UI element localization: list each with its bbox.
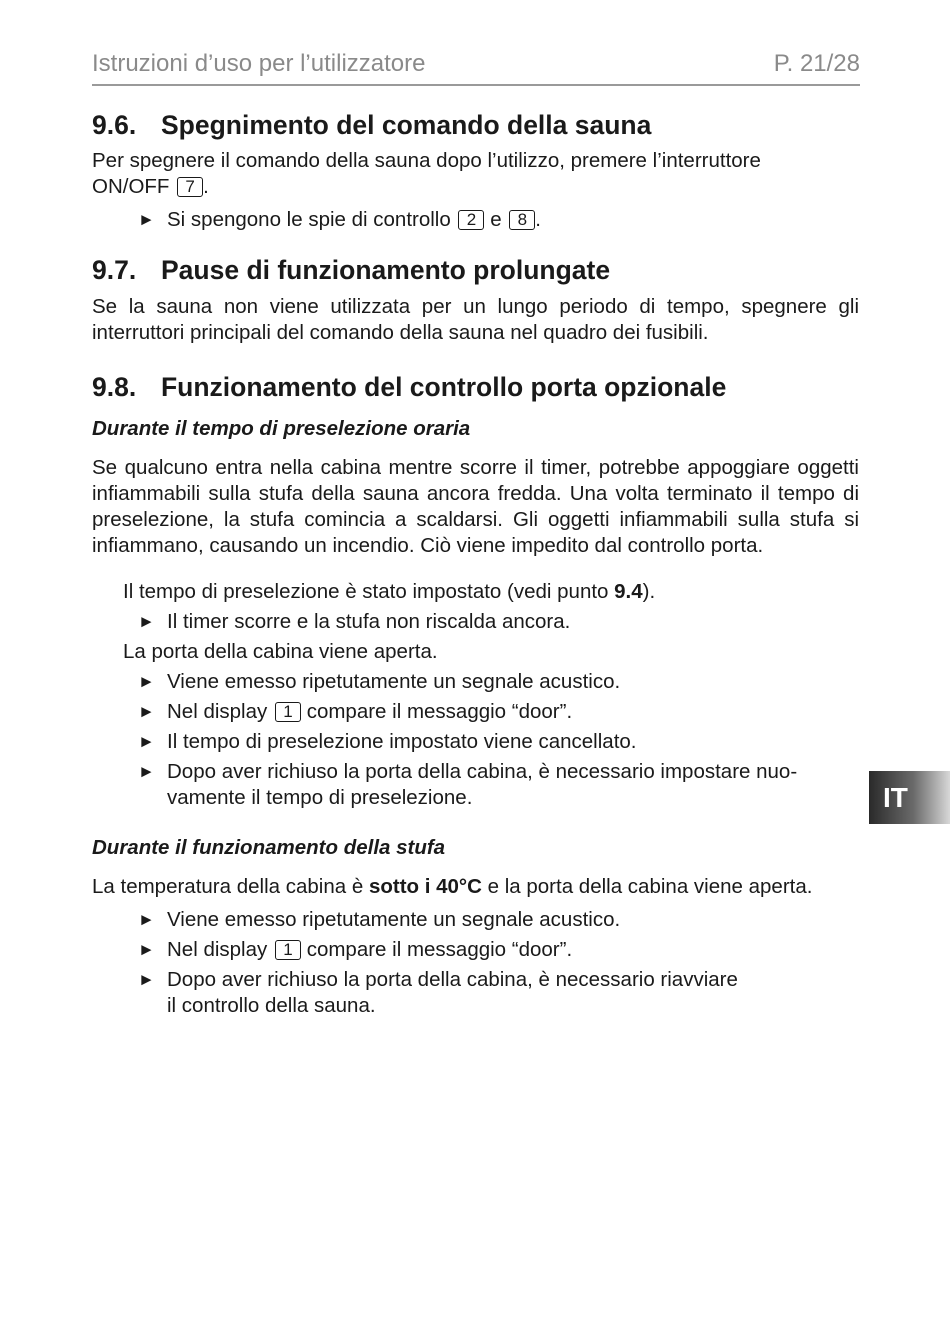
emphasis-text: sotto i 40°C bbox=[368, 875, 482, 898]
list-item bbox=[92, 669, 859, 695]
paragraph bbox=[92, 874, 859, 900]
bullet-arrow-icon: ► bbox=[138, 672, 155, 691]
list-item bbox=[92, 699, 859, 725]
list-item bbox=[92, 967, 859, 1019]
section-9-6-heading bbox=[92, 108, 859, 142]
reference-box: 8 bbox=[509, 210, 535, 230]
bullet-arrow-icon: ► bbox=[138, 940, 155, 959]
bullet-arrow-icon: ► bbox=[138, 210, 155, 229]
list-item bbox=[92, 207, 859, 233]
step-text: Il tempo di preselezione è stato impostato (vedi punto bbox=[123, 580, 615, 603]
bullet-arrow-icon: ► bbox=[138, 970, 155, 989]
section-9-7-heading bbox=[92, 253, 859, 287]
list-item-text: e bbox=[490, 208, 502, 231]
paragraph-text: ON/OFF bbox=[92, 175, 170, 198]
list-item-text: Dopo aver richiuso la porta della cabina, è necessario riavviare bbox=[167, 968, 738, 991]
paragraph-text: Per spegnere il comando della sauna dopo l’utilizzo, premere l’interruttore bbox=[92, 149, 761, 172]
bullet-arrow-icon: ► bbox=[138, 910, 155, 929]
section-number: 9.6. bbox=[92, 110, 137, 140]
list-item-text: Viene emesso ripetutamente un segnale acustico. bbox=[167, 670, 621, 693]
section-title: Funzionamento del controllo porta opzionale bbox=[161, 372, 727, 402]
list-item-text: Il tempo di preselezione impostato viene cancellato. bbox=[167, 730, 637, 753]
paragraph: Se la sauna non viene utilizzata per un lungo periodo di tempo, spegnere gli interruttori principali del comando della sauna nel quadro dei fusibili. bbox=[92, 295, 859, 344]
step: La porta della cabina viene aperta. bbox=[123, 640, 438, 663]
paragraph-text: . bbox=[203, 175, 209, 198]
page-header bbox=[92, 48, 860, 86]
paragraph: Se qualcuno entra nella cabina mentre scorre il timer, potrebbe appoggiare oggetti infiammabili sulla stufa della sauna ancora fredda. Una volta terminato il tempo di preselezione, la stufa comincia a scaldarsi. Gli oggetti infiammabili sulla stufa si infiammano, causando un incendio. Ciò viene impedito dal controllo porta. bbox=[92, 456, 859, 557]
list-item-text: Si spengono le spie di controllo bbox=[167, 208, 451, 231]
list-item-text: compare il messaggio “door”. bbox=[306, 938, 573, 961]
section-number: 9.8. bbox=[92, 372, 137, 402]
bullet-arrow-icon: ► bbox=[138, 732, 155, 751]
list-item-text: Il timer scorre e la stufa non riscalda ancora. bbox=[167, 610, 571, 633]
list-item bbox=[92, 907, 859, 933]
step-text: ). bbox=[642, 580, 656, 603]
section-number: 9.7. bbox=[92, 255, 137, 285]
paragraph-text: e la porta della cabina viene aperta. bbox=[481, 875, 813, 898]
section-9-8-heading bbox=[92, 370, 859, 404]
step-reference: 9.4 bbox=[614, 580, 643, 603]
language-tab: IT bbox=[869, 771, 950, 824]
list-item bbox=[92, 609, 859, 635]
page-number: P. 21/28 bbox=[773, 50, 860, 77]
bullet-arrow-icon: ► bbox=[138, 702, 155, 721]
list-item-text: . bbox=[535, 208, 541, 231]
paragraph-text: La temperatura della cabina è bbox=[92, 875, 369, 898]
list-item bbox=[92, 759, 859, 811]
header-title: Istruzioni d’uso per l’utilizzatore bbox=[92, 50, 426, 77]
list-item bbox=[92, 729, 859, 755]
section-title: Spegnimento del comando della sauna bbox=[161, 110, 652, 140]
list-item-text: compare il messaggio “door”. bbox=[306, 700, 573, 723]
list-item-text: Viene emesso ripetutamente un segnale acustico. bbox=[167, 908, 621, 931]
page-content bbox=[92, 108, 859, 1019]
list-item bbox=[92, 937, 859, 963]
bullet-arrow-icon: ► bbox=[138, 612, 155, 631]
reference-box: 1 bbox=[275, 940, 301, 960]
step bbox=[92, 579, 859, 605]
reference-box: 2 bbox=[458, 210, 484, 230]
reference-box: 7 bbox=[177, 177, 203, 197]
list-item-text: Dopo aver richiuso la porta della cabina, è necessario impostare nuo- bbox=[167, 760, 798, 783]
reference-box: 1 bbox=[275, 702, 301, 722]
section-title: Pause di funzionamento prolungate bbox=[161, 255, 611, 285]
subheading: Durante il tempo di preselezione oraria bbox=[92, 417, 471, 440]
bullet-arrow-icon: ► bbox=[138, 762, 155, 781]
list-item-text: Nel display bbox=[167, 938, 268, 961]
list-item-text: il controllo della sauna. bbox=[167, 994, 376, 1017]
list-item-text: vamente il tempo di preselezione. bbox=[167, 786, 473, 809]
list-item-text: Nel display bbox=[167, 700, 268, 723]
paragraph bbox=[92, 148, 859, 200]
subheading: Durante il funzionamento della stufa bbox=[92, 836, 446, 859]
